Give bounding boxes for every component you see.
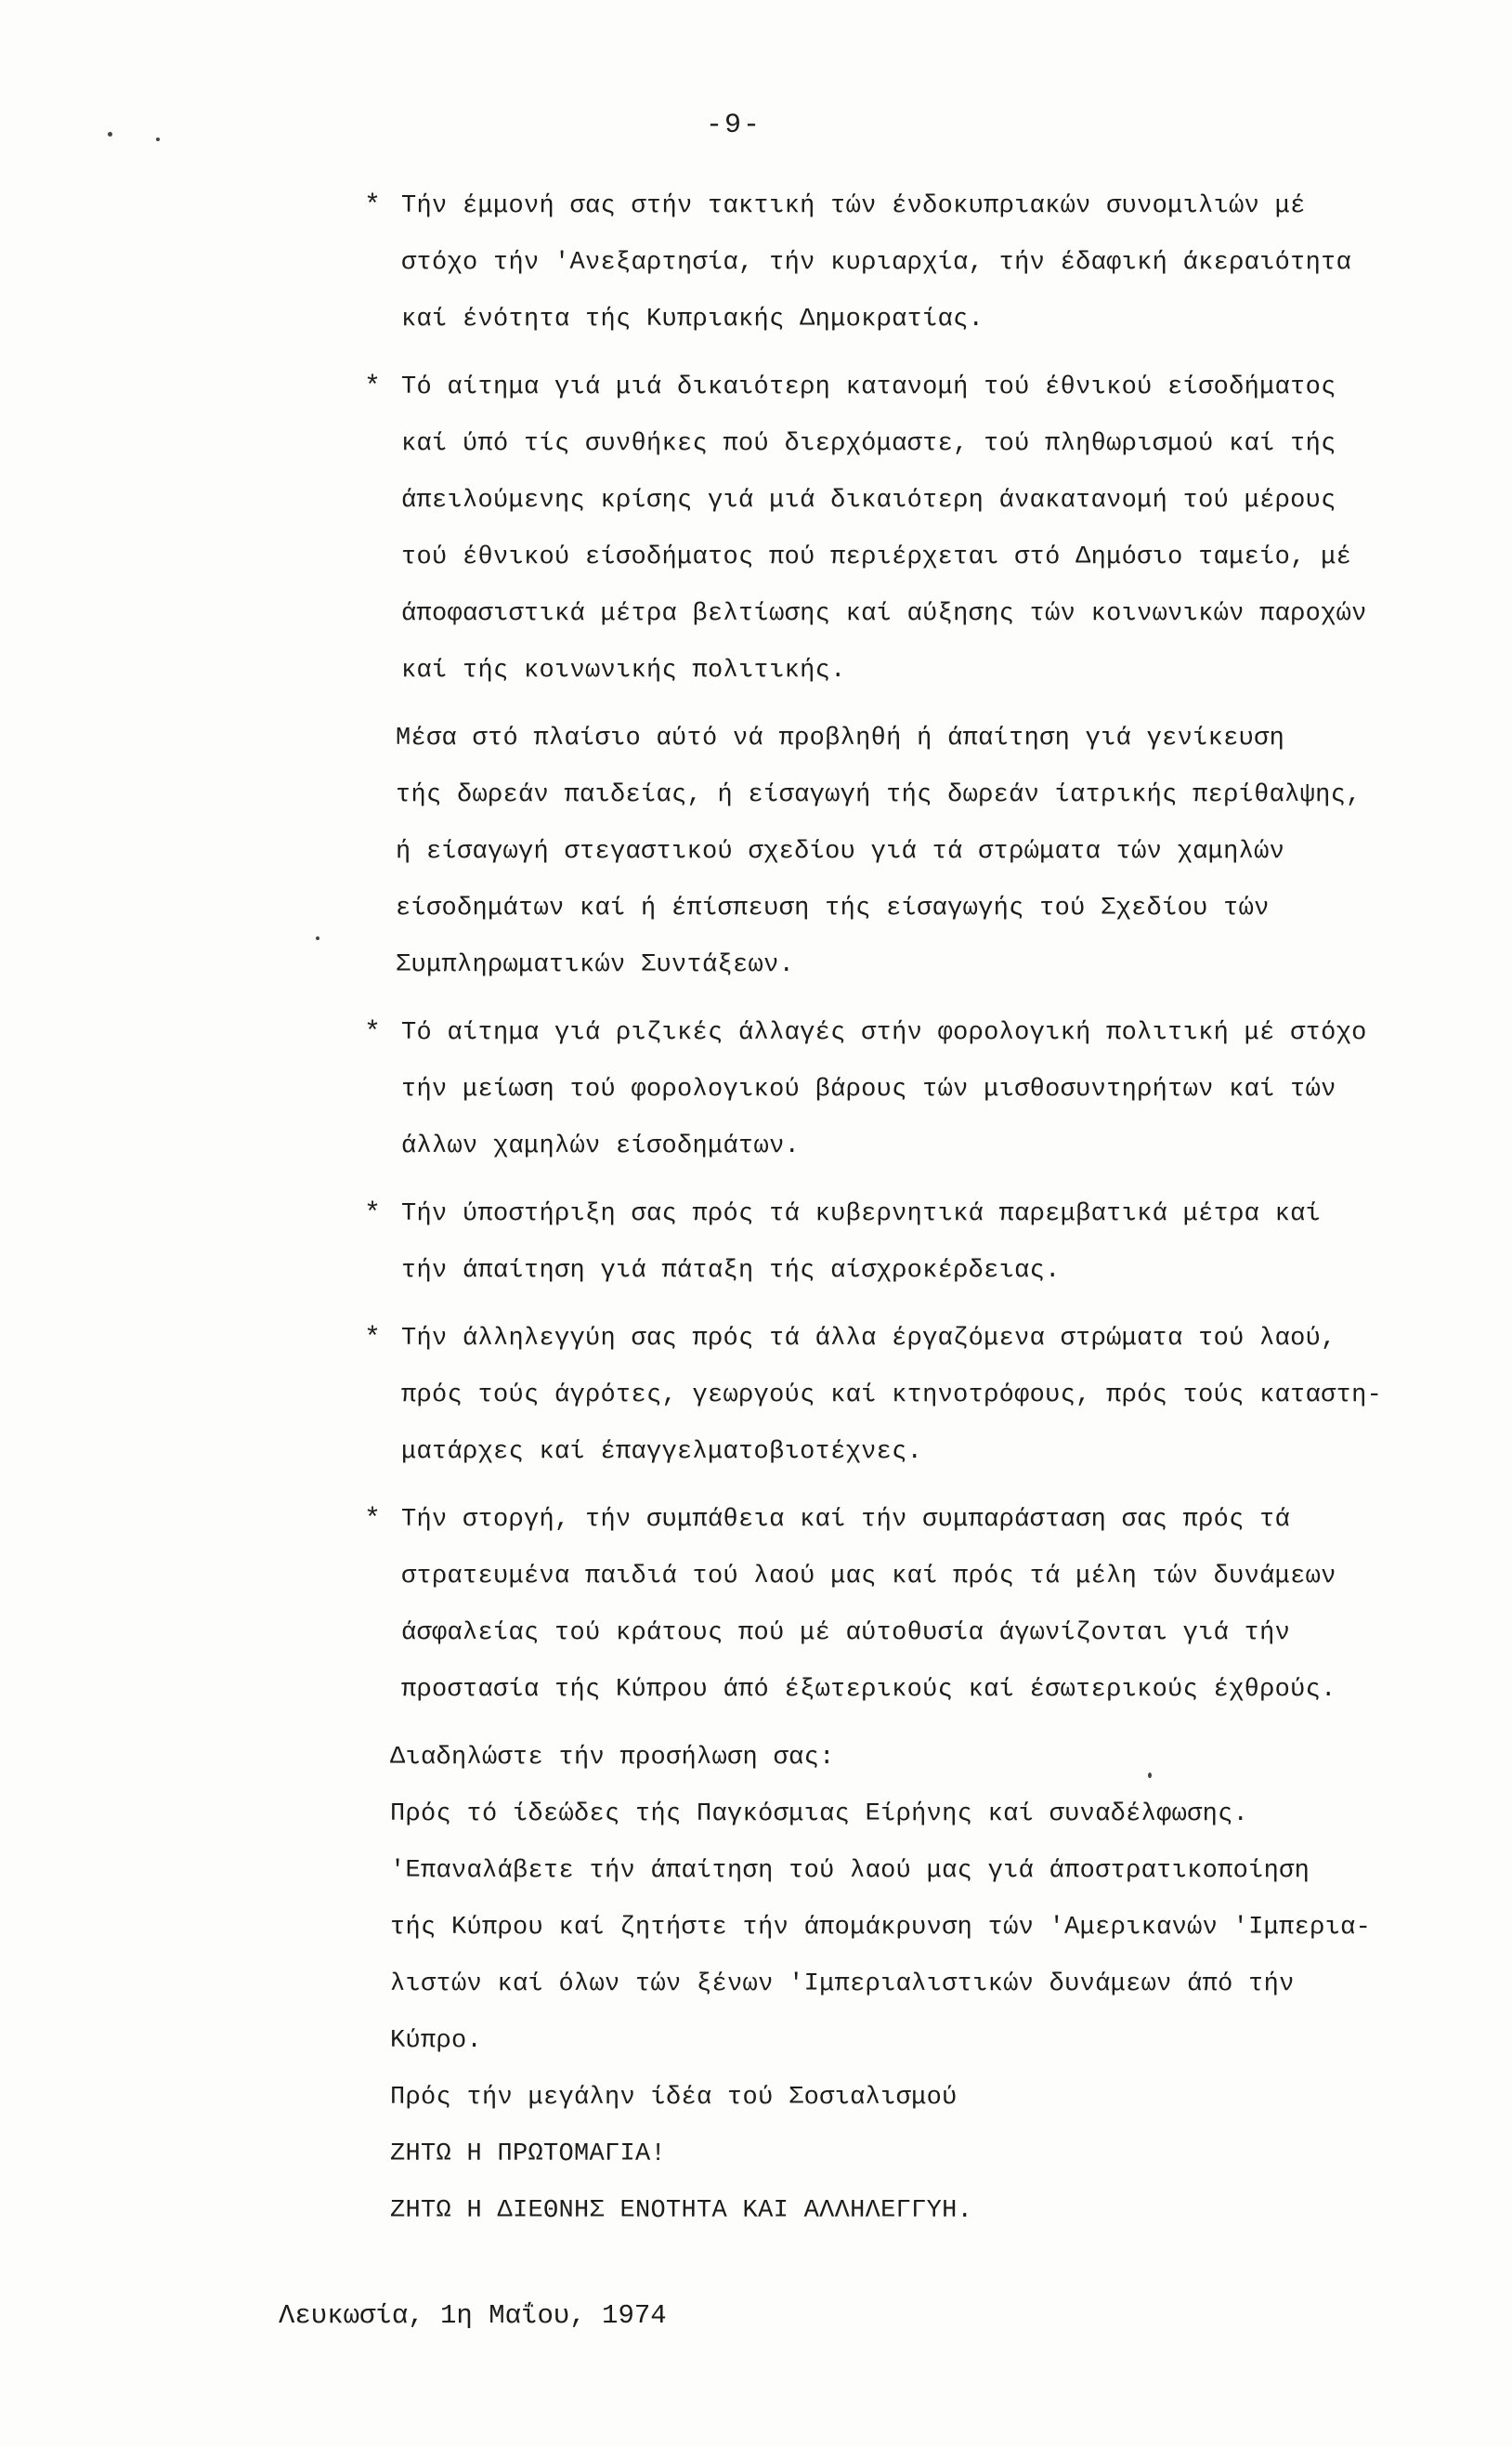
text-line: είσοδημάτων καί ή έπίσπευση τής είσαγωγής τού Σχεδίου τών [396,895,1270,923]
paragraph [353,711,1393,994]
scan-speck [316,936,319,940]
text-line: Διαδηλώστε τήν προσήλωση σας: [390,1744,835,1772]
bullet-star: * [364,1017,382,1049]
text-line: καί ύπό τίς συνθήκες πού διερχόμαστε, τού πληθωρισμού καί τής [401,430,1336,458]
bullet-star: * [364,190,382,222]
scan-speck [1148,1773,1152,1778]
text-line: Συμπληρωματικών Συντάξεων. [396,951,795,979]
text-line: Τό αίτημα γιά μιά δικαιότερη κατανομή τού έθνικού είσοδήματος [401,373,1336,401]
bullet-star: * [364,372,382,403]
bullet-item [353,1186,1393,1300]
bullet-star: * [364,1198,382,1230]
text-line: στόχο τήν 'Ανεξαρτησία, τήν κυριαρχία, τήν έδαφική άκεραιότητα [401,249,1352,277]
closing-section [353,1730,1393,2240]
place-and-date: Λευκωσία, 1η Μαΐου, 1974 [279,2300,667,2331]
bullet-item [353,360,1393,700]
page-number: -9- [706,110,763,141]
bullet-star: * [364,1323,382,1354]
text-line: πρός τούς άγρότες, γεωργούς καί κτηνοτρόφους, πρός τούς καταστη- [401,1381,1383,1409]
bullet-item [353,1005,1393,1175]
bullet-item [353,1492,1393,1719]
text-line: Τήν ύποστήριξη σας πρός τά κυβερνητικά παρεμβατικά μέτρα καί [401,1200,1322,1228]
text-line: τήν άπαίτηση γιά πάταξη τής αίσχροκέρδειας. [401,1257,1061,1285]
text-line: άσφαλείας τού κράτους πού μέ αύτοθυσία άγωνίζονται γιά τήν [401,1619,1291,1647]
text-line: τήν μείωση τού φορολογικού βάρους τών μισθοσυντηρήτων καί τών [401,1076,1336,1104]
text-line: τής δωρεάν παιδείας, ή είσαγωγή τής δωρεάν ίατρικής περίθαλψης, [396,781,1362,809]
scan-speck [156,137,160,141]
scan-speck [108,132,112,137]
text-line: Κύπρο. [390,2027,483,2055]
bullet-item [353,178,1393,348]
text-line: ή είσαγωγή στεγαστικού σχεδίου γιά τά στρώματα τών χαμηλών [396,838,1285,866]
text-line: Τό αίτημα γιά ριζικές άλλαγές στήν φορολογική πολιτική μέ στόχο [401,1019,1367,1047]
bullet-item [353,1311,1393,1481]
bullet-star: * [364,1504,382,1536]
text-line: Τήν στοργή, τήν συμπάθεια καί τήν συμπαράσταση σας πρός τά [401,1506,1291,1534]
text-line: καί τής κοινωνικής πολιτικής. [401,657,846,685]
slogan-line: ΖΗΤΩ Η ΠΡΩΤΟΜΑΓΙΑ! [390,2140,667,2168]
text-line: στρατευμένα παιδιά τού λαού μας καί πρός τά μέλη τών δυνάμεων [401,1563,1336,1590]
document-body [353,178,1393,2240]
text-line: λιστών καί όλων τών ξένων 'Ιμπεριαλιστικών δυνάμεων άπό τήν [390,1970,1295,1998]
text-line: Τήν άλληλεγγύη σας πρός τά άλλα έργαζόμενα στρώματα τού λαού, [401,1325,1336,1353]
text-line: ματάρχες καί έπαγγελματοβιοτέχνες. [401,1438,923,1466]
text-line: Πρός τό ίδεώδες τής Παγκόσμιας Είρήνης καί συναδέλφωσης. [390,1800,1249,1828]
text-line: άπειλούμενης κρίσης γιά μιά δικαιότερη άνακατανομή τού μέρους [401,487,1336,515]
text-line: τής Κύπρου καί ζητήστε τήν άπομάκρυνση τών 'Αμερικανών 'Ιμπερια- [390,1914,1372,1942]
text-line: 'Επαναλάβετε τήν άπαίτηση τού λαού μας γιά άποστρατικοποίηση [390,1857,1310,1885]
text-line: Τήν έμμονή σας στήν τακτική τών ένδοκυπριακών συνομιλιών μέ [401,192,1306,220]
text-line: τού έθνικού είσοδήματος πού περιέρχεται στό Δημόσιο ταμείο, μέ [401,543,1352,571]
text-line: άποφασιστικά μέτρα βελτίωσης καί αύξησης τών κοινωνικών παροχών [401,600,1367,628]
text-line: άλλων χαμηλών είσοδημάτων. [401,1132,801,1160]
text-line: Πρός τήν μεγάλην ίδέα τού Σοσιαλισμού [390,2084,958,2112]
slogan-line: ΖΗΤΩ Η ΔΙΕΘΝΗΣ ΕΝΟΤΗΤΑ ΚΑΙ ΑΛΛΗΛΕΓΓΥΗ. [390,2197,973,2225]
text-line: Μέσα στό πλαίσιο αύτό νά προβληθή ή άπαίτηση γιά γενίκευση [396,725,1285,752]
text-line: προστασία τής Κύπρου άπό έξωτερικούς καί έσωτερικούς έχθρούς. [401,1676,1336,1704]
text-line: καί ένότητα τής Κυπριακής Δημοκρατίας. [401,306,984,334]
